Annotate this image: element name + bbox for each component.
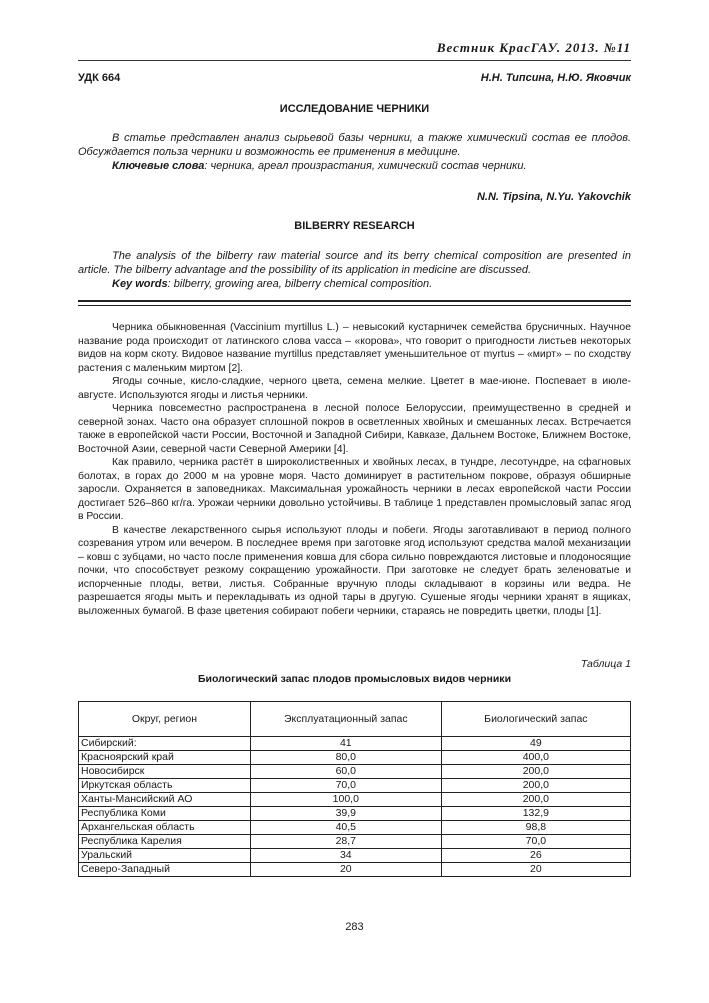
cell-operational: 100,0: [250, 793, 441, 807]
page-number: 283: [345, 921, 364, 933]
cell-region: Северо-Западный: [79, 863, 251, 877]
cell-region: Красноярский край: [79, 751, 251, 765]
cell-region: Республика Коми: [79, 807, 251, 821]
cell-operational: 80,0: [250, 751, 441, 765]
table-row: [79, 765, 631, 779]
body-paragraph: Черника повсеместно распространена в лесной полосе Белоруссии, преимущественно в средней и северной зонах. Часто она образует сплошной покров в осветленных хвойных и смешанных лесах. Встречается также в европейской части России, Восточной и Западной Сибири, Кавказе, Дальнем Востоке, Ближнем Востоке, Восточной Азии, северной части Северной Америки [4].: [78, 403, 631, 455]
cell-region: Архангельская область: [79, 821, 251, 835]
table-row: [79, 779, 631, 793]
table-header-row: [79, 702, 631, 737]
table-row: [79, 793, 631, 807]
table-row: [79, 737, 631, 751]
section-divider: [78, 300, 631, 306]
cell-operational: 28,7: [250, 835, 441, 849]
header-region: Округ, регион: [79, 702, 251, 737]
cell-region: Иркутская область: [79, 779, 251, 793]
reserve-table: [78, 701, 631, 877]
keywords-en-text: : bilberry, growing area, bilberry chemical composition.: [167, 278, 433, 290]
authors-en: N.N. Tipsina, N.Yu. Yakovchik: [476, 191, 631, 203]
cell-operational: 40,5: [250, 821, 441, 835]
udc-code: УДК 664: [78, 72, 121, 84]
article-body: [78, 321, 631, 618]
body-paragraph: Ягоды сочные, кисло-сладкие, черного цвета, семена мелкие. Цветет в мае-июне. Поспевает в июле-августе. Используются ягоды и листья черники.: [78, 376, 631, 401]
cell-region: Сибирский:: [79, 737, 251, 751]
cell-biological: 26: [441, 849, 630, 863]
table-row: [79, 807, 631, 821]
cell-region: Республика Карелия: [79, 835, 251, 849]
table-row: [79, 849, 631, 863]
table-title: Биологический запас плодов промысловых видов черники: [197, 673, 512, 685]
table-row: [79, 863, 631, 877]
abstract-en: [78, 249, 631, 291]
keywords-en-label: Key words: [112, 278, 168, 290]
cell-region: Новосибирск: [79, 765, 251, 779]
keywords-ru-label: Ключевые слова: [112, 160, 205, 172]
keywords-ru: [78, 159, 631, 173]
cell-biological: 49: [441, 737, 630, 751]
body-paragraph: Как правило, черника растёт в широколиственных и хвойных лесах, в тундре, лесотундре, на сфагновых болотах, в горах до 2000 м на уровне моря. Часто доминирует в растительном покрове, образуя обширные заросли. Охраняется в заповедниках. Максимальная урожайность черники в лесах европейской части России достигает 526–860 кг/га. Урожаи черники довольно устойчивы. В таблице 1 представлен промысловый запас ягод в России.: [78, 457, 631, 522]
cell-biological: 20: [441, 863, 630, 877]
title-ru: ИССЛЕДОВАНИЕ ЧЕРНИКИ: [279, 103, 430, 115]
cell-biological: 200,0: [441, 793, 630, 807]
header-rule: [78, 60, 631, 61]
keywords-ru-text: : черника, ареал произрастания, химический состав черники.: [204, 160, 527, 172]
cell-biological: 98,8: [441, 821, 630, 835]
cell-operational: 34: [250, 849, 441, 863]
cell-biological: 70,0: [441, 835, 630, 849]
title-en: BILBERRY RESEARCH: [294, 220, 415, 232]
abstract-ru-text: В статье представлен анализ сырьевой базы черники, а также химический состав ее плодов. Обсуждается польза черники и возможность ее применения в медицине.: [78, 132, 631, 158]
authors-ru: Н.Н. Типсина, Н.Ю. Яковчик: [480, 72, 631, 84]
cell-operational: 60,0: [250, 765, 441, 779]
cell-region: Уральский: [79, 849, 251, 863]
journal-header: Вестник КрасГАУ. 2013. №11: [436, 40, 631, 55]
cell-biological: 132,9: [441, 807, 630, 821]
keywords-en: [78, 277, 631, 291]
cell-operational: 39,9: [250, 807, 441, 821]
cell-biological: 400,0: [441, 751, 630, 765]
abstract-en-text: The analysis of the bilberry raw material source and its berry chemical composition are presented in article. The bilberry advantage and the possibility of its application in medicine are discussed.: [78, 250, 631, 276]
cell-operational: 20: [250, 863, 441, 877]
cell-region: Ханты-Мансийский АО: [79, 793, 251, 807]
body-paragraph: В качестве лекарственного сырья используют плоды и побеги. Ягоды заготавливают в период полного созревания утром или вечером. В последнее время при заготовке ягод используют средства малой механизации – ковш с зубцами, но часто после применения ковша для сбора сильно повреждаются листовые и плодоносящие почки, что способствует резкому сокращению урожайности. При заготовке не следует брать зеленоватые и испорченные плоды, ветви, листья. Собранные вручную плоды складывают в корзины или ведра. Не разрешается ягоды мыть и перекладывать из одной тары в другую. Сушеные ягоды черники хранят в ящиках, выложенных бумагой. В фазе цветения собирают побеги черники, стараясь не повредить цветки, плоды [1].: [78, 524, 631, 617]
cell-biological: 200,0: [441, 765, 630, 779]
table-row: [79, 751, 631, 765]
table-row: [79, 835, 631, 849]
cell-biological: 200,0: [441, 779, 630, 793]
body-paragraph: Черника обыкновенная (Vaccinium myrtillus L.) – невысокий кустарничек семейства брусничных. Научное название рода происходит от латинского слова vacca – «корова», что говорит о пригодности листьев некоторых видов на корм скоту. Видовое название myrtillus представляет уменьшительное от myrtus – «мирт» – по сходству растения с маленьким миртом [2].: [78, 322, 631, 374]
header-operational-reserve: Эксплуатационный запас: [250, 702, 441, 737]
cell-operational: 41: [250, 737, 441, 751]
table-row: [79, 821, 631, 835]
table-caption: Таблица 1: [580, 658, 631, 670]
header-biological-reserve: Биологический запас: [441, 702, 630, 737]
abstract-ru: [78, 131, 631, 173]
cell-operational: 70,0: [250, 779, 441, 793]
